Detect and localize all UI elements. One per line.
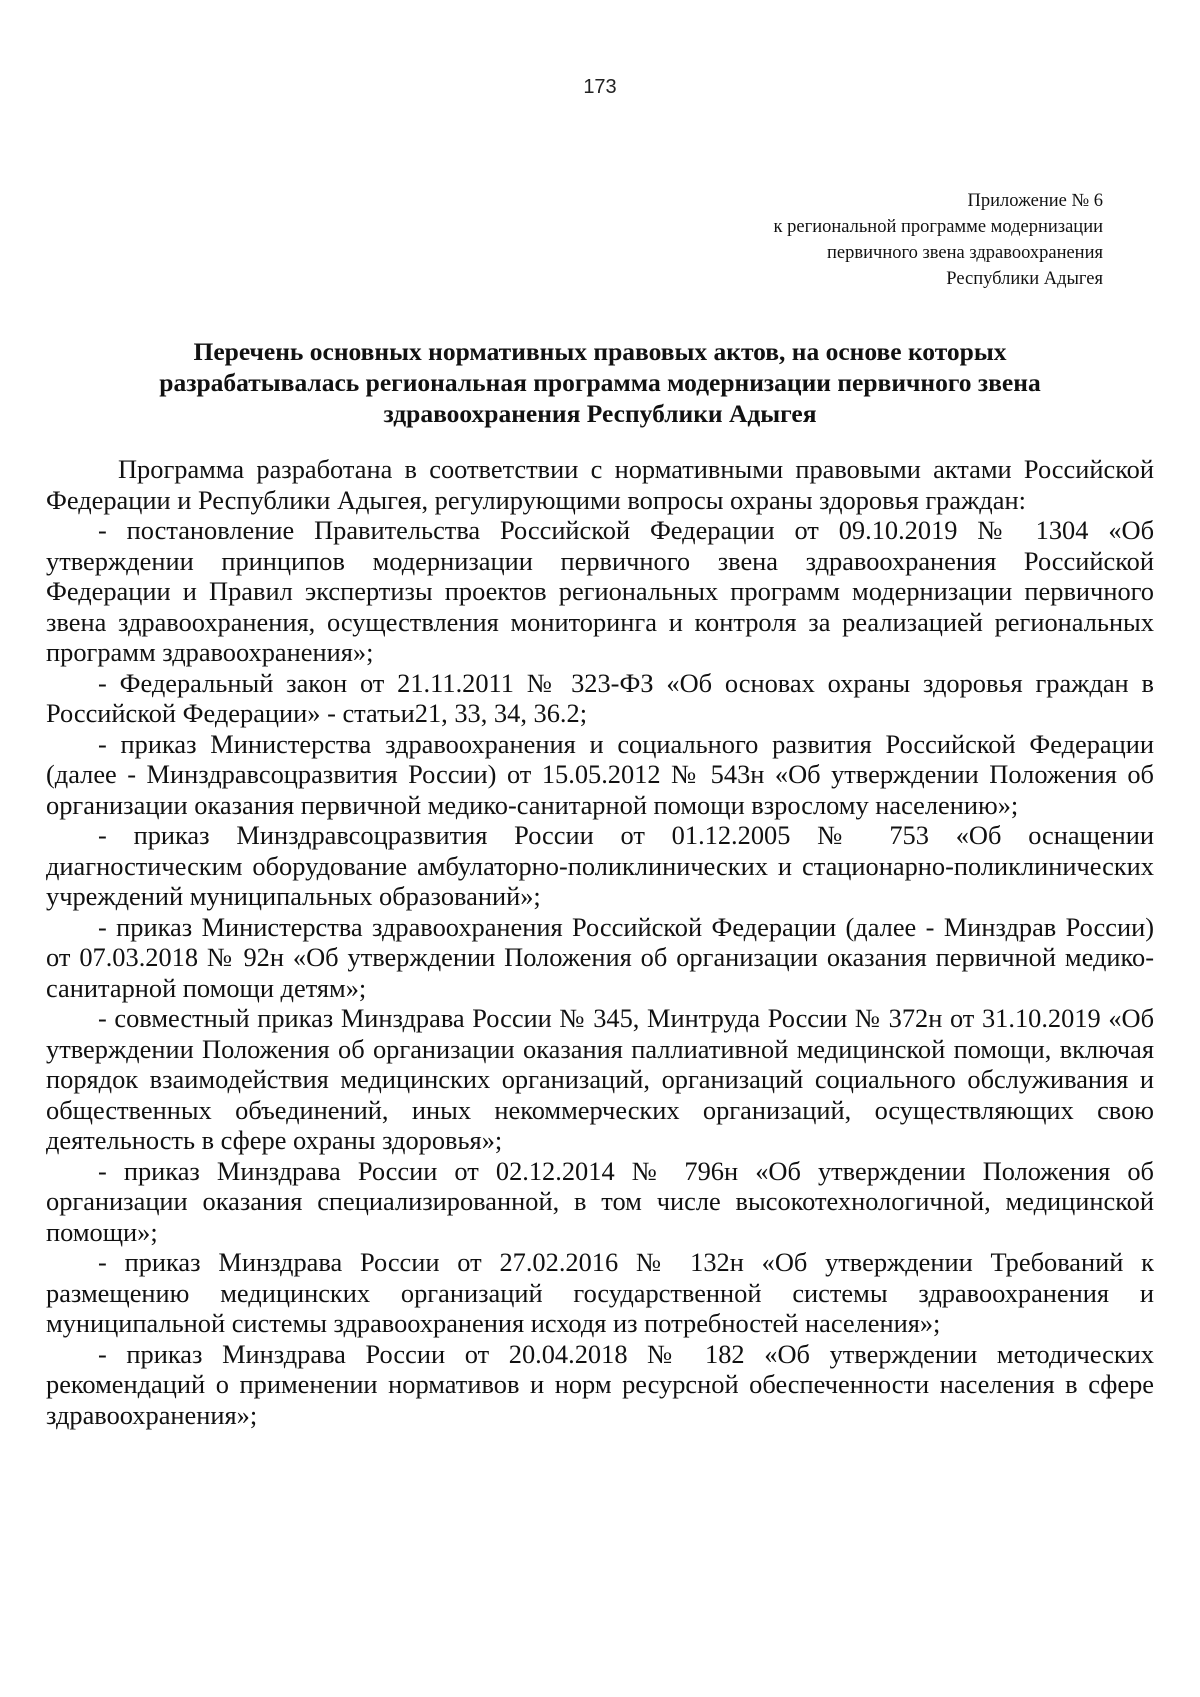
appendix-line-4: Республики Адыгея <box>946 269 1103 289</box>
appendix-line-2: к региональной программе модернизации <box>773 217 1103 237</box>
list-item: - приказ Минздрава России от 02.12.2014 № 796н «Об утверждении Положения об организации оказания специализированной, в том числе высокотехнологичной, медицинской помощи»; <box>46 1155 1154 1247</box>
appendix-header <box>774 188 1103 292</box>
list-item: - приказ Минздравсоцразвития России от 01.12.2005 № 753 «Об оснащении диагностическим оборудование амбулаторно-поликлинических и стационарно-поликлинических учреждений муниципальных образований»; <box>46 820 1154 911</box>
document-body <box>46 454 1154 1430</box>
list-item: - постановление Правительства Российской Федерации от 09.10.2019 № 1304 «Об утверждении принципов модернизации первичного звена здравоохранения Российской Федерации и Правил экспертизы проектов региональных программ модернизации первичного звена здравоохранения, осуществления мониторинга и контроля за реализацией региональных программ здравоохранения»; <box>46 515 1154 667</box>
intro-paragraph: Программа разработана в соответствии с нормативными правовыми актами Российской Федерации и Республики Адыгея, регулирующими вопросы охраны здоровья граждан: <box>46 454 1154 515</box>
appendix-line-3: первичного звена здравоохранения <box>827 243 1103 263</box>
list-item: - приказ Минздрава России от 20.04.2018 № 182 «Об утверждении методических рекомендаций о применении нормативов и норм ресурсной обеспеченности населения в сфере здравоохранения»; <box>46 1338 1154 1430</box>
appendix-line-1: Приложение № 6 <box>967 191 1103 211</box>
title-line-3: здравоохранения Республики Адыгея <box>383 399 817 428</box>
list-item: - совместный приказ Минздрава России № 345, Минтруда России № 372н от 31.10.2019 «Об утверждении Положения об организации оказания паллиативной медицинской помощи, включая порядок взаимодействия медицинских организаций, организаций социального обслуживания и общественных объединений, иных некоммерческих организаций, осуществляющих свою деятельность в сфере охраны здоровья»; <box>46 1003 1154 1155</box>
title-line-1: Перечень основных нормативных правовых актов, на основе которых <box>193 337 1007 366</box>
list-item: - приказ Минздрава России от 27.02.2016 № 132н «Об утверждении Требований к размещению медицинских организаций государственной системы здравоохранения и муниципальной системы здравоохранения исходя из потребностей населения»; <box>46 1247 1154 1338</box>
list-item: - приказ Министерства здравоохранения Российской Федерации (далее - Минздрав России) от 07.03.2018 № 92н «Об утверждении Положения об организации оказания первичной медико-санитарной помощи детям»; <box>46 911 1154 1003</box>
page-number: 173 <box>583 76 617 98</box>
title-line-2: разрабатывалась региональная программа модернизации первичного звена <box>159 368 1041 397</box>
document-title <box>60 336 1140 429</box>
list-item: - Федеральный закон от 21.11.2011 № 323-ФЗ «Об основах охраны здоровья граждан в Российской Федерации» - статьи21, 33, 34, 36.2; <box>46 667 1154 728</box>
list-item: - приказ Министерства здравоохранения и социального развития Российской Федерации (далее - Минздравсоцразвития России) от 15.05.2012 № 543н «Об утверждении Положения об организации оказания первичной медико-санитарной помощи взрослому населению»; <box>46 728 1154 820</box>
